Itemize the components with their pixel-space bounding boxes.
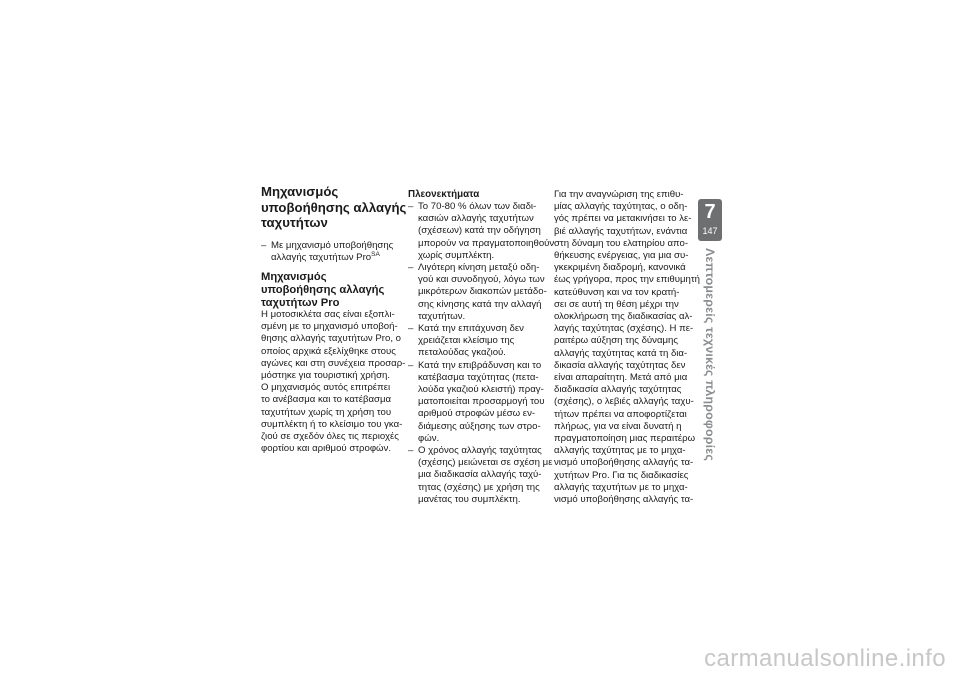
text-line: αλλαγής ταχύτητας κατά τη δια- xyxy=(554,347,688,359)
text-line: μια διαδικασία αλλαγής ταχύ- xyxy=(418,469,542,481)
text-line: είναι απαραίτητη. Μετά από μια xyxy=(554,372,688,384)
subsection-title-line: Μηχανισμός xyxy=(261,271,327,283)
text-line: Ο μηχανισμός αυτός επιτρέπει xyxy=(261,382,391,394)
text-line: φών. xyxy=(418,432,440,444)
intro-paragraph xyxy=(261,309,406,455)
text-line: πραγματοποίηση μιας περαιτέρω xyxy=(554,433,696,445)
subsection-title xyxy=(261,271,384,309)
text-line: πλήρως, για να είναι δυνατή η xyxy=(554,420,682,432)
list-item xyxy=(408,262,545,323)
text-line: αριθμού στροφών μέσω εν- xyxy=(418,408,536,420)
chapter-title-text: Λεπτομερείς τεχνικές πληροφορίες xyxy=(703,248,717,461)
text-line: νισμό υποβοήθησης αλλαγής τα- xyxy=(554,457,694,469)
text-line: χρειάζεται κλείσιμο της xyxy=(418,335,515,347)
text-line: βιέ αλλαγής ταχυτήτων, ενάντια xyxy=(554,225,688,237)
section-title xyxy=(261,184,406,231)
text-line: μόστηκε για τουριστική χρήση. xyxy=(261,370,391,382)
text-line: μίας αλλαγής ταχύτητας, ο οδη- xyxy=(554,201,688,213)
text-fragment: αλλαγής ταχυτήτων Pro xyxy=(271,252,372,264)
text-line: – Κατά την επιτάχυνση δεν xyxy=(418,323,524,335)
text-line: συμπλέκτη ή το κλείσιμο του γκα- xyxy=(261,418,403,430)
text-line: θησης αλλαγής ταχυτήτων Pro, ο xyxy=(261,333,401,345)
text-line: θήκευσης ενέργειας, για μια συ- xyxy=(554,250,689,262)
text-line: το ανέβασμα και το κατέβασμα xyxy=(261,394,392,406)
text-line: χωρίς συμπλέκτη. xyxy=(418,249,495,261)
text-line: λαγής ταχύτητας (σχέσης). Η πε- xyxy=(554,323,694,335)
text-line: στη δύναμη του ελατηρίου απο- xyxy=(554,237,689,249)
text-line: διάμεσης αύξησης των στρο- xyxy=(418,420,541,432)
text-line: πεταλούδας γκαζιού. xyxy=(418,347,506,359)
text-line: γκεκριμένη διαδρομή, κανονικά xyxy=(554,262,686,274)
option-marker: SA xyxy=(371,251,380,259)
text-line: μπορούν να πραγματοποιηθούν xyxy=(418,237,555,249)
text-line: (σχέσεων) κατά την οδήγηση xyxy=(418,225,541,237)
subsection-title-line: ταχυτήτων Pro xyxy=(261,296,340,309)
text-line: – Το 70-80 % όλων των διαδι- xyxy=(418,201,537,212)
text-line: χυτήτων Pro. Για τις διαδικασίες xyxy=(554,469,689,481)
text-line: κατέβασμα ταχύτητας (πετα- xyxy=(418,371,539,383)
text-line: Η μοτοσικλέτα σας είναι εξοπλι- xyxy=(261,309,395,320)
text-line: αλλαγής ταχύτητας με το μηχα- xyxy=(554,445,686,457)
text-line: έως γρήγορα, προς την επιθυμητή xyxy=(554,274,701,286)
text-line: οποίος αρχικά εξελίχθηκε στους xyxy=(261,345,396,357)
text-line: ταχυτήτων χωρίς τη χρήση του xyxy=(261,406,392,418)
equipment-note xyxy=(261,240,396,264)
advantages-list xyxy=(408,201,555,506)
text-line: λούδα γκαζιού κλειστή) πραγ- xyxy=(418,384,544,396)
text-line: τήτων πρέπει να αποφορτίζεται xyxy=(554,408,687,420)
text-line: σει σε αυτή τη θέση μέχρι την xyxy=(554,298,679,310)
text-line: γού και συνοδηγού, λόγω των xyxy=(418,274,545,286)
text-line: (σχέσης) μειώνεται σε σχέση με xyxy=(418,457,553,469)
text-line: – Ο χρόνος αλλαγής ταχύτητας xyxy=(418,445,542,457)
subsection-title-line: υποβοήθησης αλλαγής xyxy=(261,283,385,296)
text-line: ταχυτήτων. xyxy=(418,310,466,322)
text-line xyxy=(271,252,396,264)
watermark: carmanualsonline.info xyxy=(704,645,946,672)
text-line: (σχέσης), ο λεβιές αλλαγής ταχυ- xyxy=(554,396,694,408)
text-line: διαδικασία αλλαγής ταχύτητας xyxy=(554,384,682,396)
list-item xyxy=(408,445,553,506)
text-line: αλλαγής ταχυτήτων με το μηχα- xyxy=(554,481,688,493)
text-line: γός πρέπει να μετακινήσει το λε- xyxy=(554,213,692,225)
list-item xyxy=(261,240,396,264)
section-title-line: υποβοήθησης αλλαγής xyxy=(261,199,407,215)
section-title-line: Μηχανισμός xyxy=(261,184,339,199)
list-item xyxy=(408,201,555,262)
chapter-tab xyxy=(698,199,722,241)
list-item xyxy=(408,323,545,360)
text-line: νισμό υποβοήθησης αλλαγής τα- xyxy=(554,494,694,506)
text-line: μανέτας του συμπλέκτη. xyxy=(418,493,521,505)
text-line: αγώνες και στη συνέχεια προσαρ- xyxy=(261,357,406,369)
text-line: ολοκλήρωση της διαδικασίας αλ- xyxy=(554,311,693,323)
text-line: δικασία αλλαγής ταχύτητας δεν xyxy=(554,359,686,371)
text-line: φορτίου και αριθμού στροφών. xyxy=(261,443,391,455)
text-line: ματοποιείται προσαρμογή του xyxy=(418,396,545,408)
text-line: κατεύθυνση και να τον κρατή- xyxy=(554,286,680,298)
chapter-side-title xyxy=(702,248,718,488)
advantages-heading: Πλεονεκτήματα xyxy=(408,189,480,200)
text-line: σμένη με το μηχανισμό υποβοή- xyxy=(261,321,398,333)
text-line: κασιών αλλαγής ταχυτήτων xyxy=(418,213,534,225)
text-line: Για την αναγνώριση της επιθυ- xyxy=(554,189,684,200)
text-line: ζιού σε σχεδόν όλες τις περιοχές xyxy=(261,431,399,443)
section-title-line: ταχυτήτων xyxy=(261,215,328,231)
text-line: – Κατά την επιβράδυνση και το xyxy=(418,359,542,371)
text-line: μικρότερων διακοπών μετάδο- xyxy=(418,286,547,298)
chapter-number: 7 xyxy=(704,201,716,223)
shifting-paragraph xyxy=(554,189,701,506)
text-line: σης κίνησης κατά την αλλαγή xyxy=(418,298,542,310)
list-item xyxy=(408,360,545,445)
text-line: τητας (σχέσης) με χρήση της xyxy=(418,481,540,493)
page-number: 147 xyxy=(702,226,718,236)
text-line: – Λιγότερη κίνηση μεταξύ οδη- xyxy=(418,262,540,274)
text-line: ραιτέρω αύξηση της δύναμης xyxy=(554,335,678,347)
text-line: – Με μηχανισμό υποβοήθησης xyxy=(271,240,394,251)
